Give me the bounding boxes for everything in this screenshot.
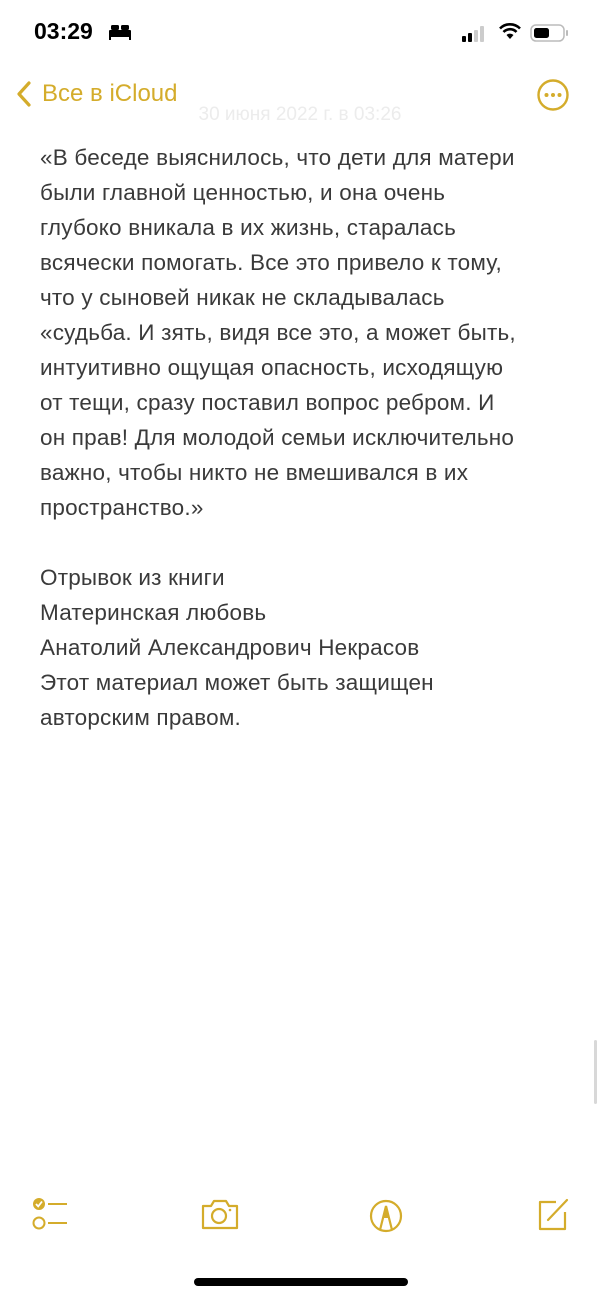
source-line: Отрывок из книги <box>40 565 225 590</box>
sleep-bed-icon <box>108 24 132 40</box>
home-indicator[interactable] <box>194 1278 408 1286</box>
quote-line: что у сыновей никак не складывалась <box>40 285 445 310</box>
note-body[interactable] <box>40 140 580 735</box>
quote-line: были главной ценностью, и она очень <box>40 180 446 205</box>
status-bar <box>0 16 600 52</box>
status-time: 03:29 <box>34 18 93 44</box>
quote-line: важно, чтобы никто не вмешивался в их <box>40 460 469 485</box>
checklist-icon[interactable] <box>32 1196 70 1232</box>
source-line: Этот материал может быть защищен <box>40 670 434 695</box>
bottom-toolbar <box>0 1196 600 1240</box>
quote-line: всячески помогать. Все это привело к тому, <box>40 250 502 275</box>
battery-icon <box>530 24 570 42</box>
quote-line: «судьба. И зять, видя все это, а может быть, <box>40 320 516 345</box>
quote-line: от тещи, сразу поставил вопрос ребром. И <box>40 390 495 415</box>
markup-pen-icon[interactable] <box>368 1196 404 1234</box>
back-label: Все в iCloud <box>42 80 178 107</box>
source-line: авторским правом. <box>40 705 241 730</box>
scrollbar[interactable] <box>594 1040 597 1104</box>
source-line: Материнская любовь <box>40 600 267 625</box>
quote-line: глубоко вникала в их жизнь, старалась <box>40 215 457 240</box>
quote-line: интуитивно ощущая опасность, исходящую <box>40 355 504 380</box>
quote-line: «В беседе выяснилось, что дети для матери <box>40 145 515 170</box>
camera-icon[interactable] <box>200 1196 240 1232</box>
quote-line: он прав! Для молодой семьи исключительно <box>40 425 515 450</box>
wifi-icon <box>498 22 522 40</box>
cellular-signal-icon <box>462 26 488 42</box>
note-date: 30 июня 2022 г. в 03:26 <box>198 104 402 125</box>
compose-icon[interactable] <box>536 1196 570 1232</box>
paragraph-gap <box>40 525 580 560</box>
quote-line: пространство.» <box>40 495 204 520</box>
source-line: Анатолий Александрович Некрасов <box>40 635 420 660</box>
